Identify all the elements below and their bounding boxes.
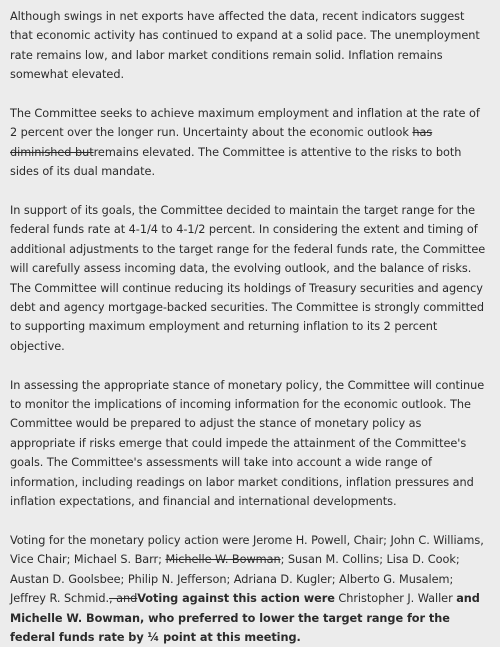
goals-text-before: The Committee seeks to achieve maximum employment and inflation at the rate of 2 percent over the longer run. Uncertainty about the economic outlook bbox=[10, 107, 480, 140]
paragraph-voting bbox=[10, 531, 488, 647]
voters-text-before: Voting for the monetary policy action were Jerome H. Powell, Chair; John C. Williams, Vice Chair; Michael S. Barr; bbox=[10, 533, 484, 567]
voting-against-intro: Voting against this action were bbox=[137, 592, 335, 606]
paragraph-policy-assessment: In assessing the appropriate stance of monetary policy, the Committee will continue to monitor the implications of incoming information for the economic outlook. The Committee would be prepared to adjust the stance of monetary policy as appropriate if risks emerge that could impede the attainment of the Committee's goals. The Committee's assessments will take into account a wide range of information, including readings on labor market conditions, inflation pressures and inflation expectations, and financial and international developments. bbox=[10, 378, 485, 509]
paragraph-policy-decision: In support of its goals, the Committee decided to maintain the target range for the federal funds rate at 4-1/4 to 4-1/2 percent. In considering the extent and timing of additional adjustments to the target range for the federal funds rate, the Committee will carefully assess incoming data, the evolving outlook, and the balance of risks. The Committee will continue reducing its holdings of Treasury securities and agency debt and agency mortgage-backed securities. The Committee is strongly committed to supporting maximum employment and returning inflation to its 2 percent objective. bbox=[10, 204, 486, 353]
dissenter-name: Christopher J. Waller bbox=[334, 592, 457, 606]
deleted-conjunction: , and bbox=[109, 592, 138, 606]
voting-against-outro: and Michelle W. Bowman, who preferred to lower the target range for the federal funds rate by ¼ point at this meeting. bbox=[10, 592, 480, 644]
deleted-text: has diminished but bbox=[10, 126, 433, 159]
paragraph-economic-activity: Although swings in net exports have affected the data, recent indicators suggest that economic activity has continued to expand at a solid pace. The unemployment rate remains low, and labor market conditions remain solid. Inflation remains somewhat elevated. bbox=[10, 10, 480, 82]
deleted-voter-name: Michelle W. Bowman bbox=[165, 553, 281, 567]
paragraph-committee-goals bbox=[10, 104, 488, 182]
voters-text-after: ; Susan M. Collins; Lisa D. Cook; Austan D. Goolsbee; Philip N. Jefferson; Adriana D. Kugler; Alberto G. Musalem; Jeffrey R. Schmid. bbox=[10, 553, 460, 606]
goals-text-after: remains elevated. The Committee is attentive to the risks to both sides of its dual mandate. bbox=[10, 145, 462, 179]
